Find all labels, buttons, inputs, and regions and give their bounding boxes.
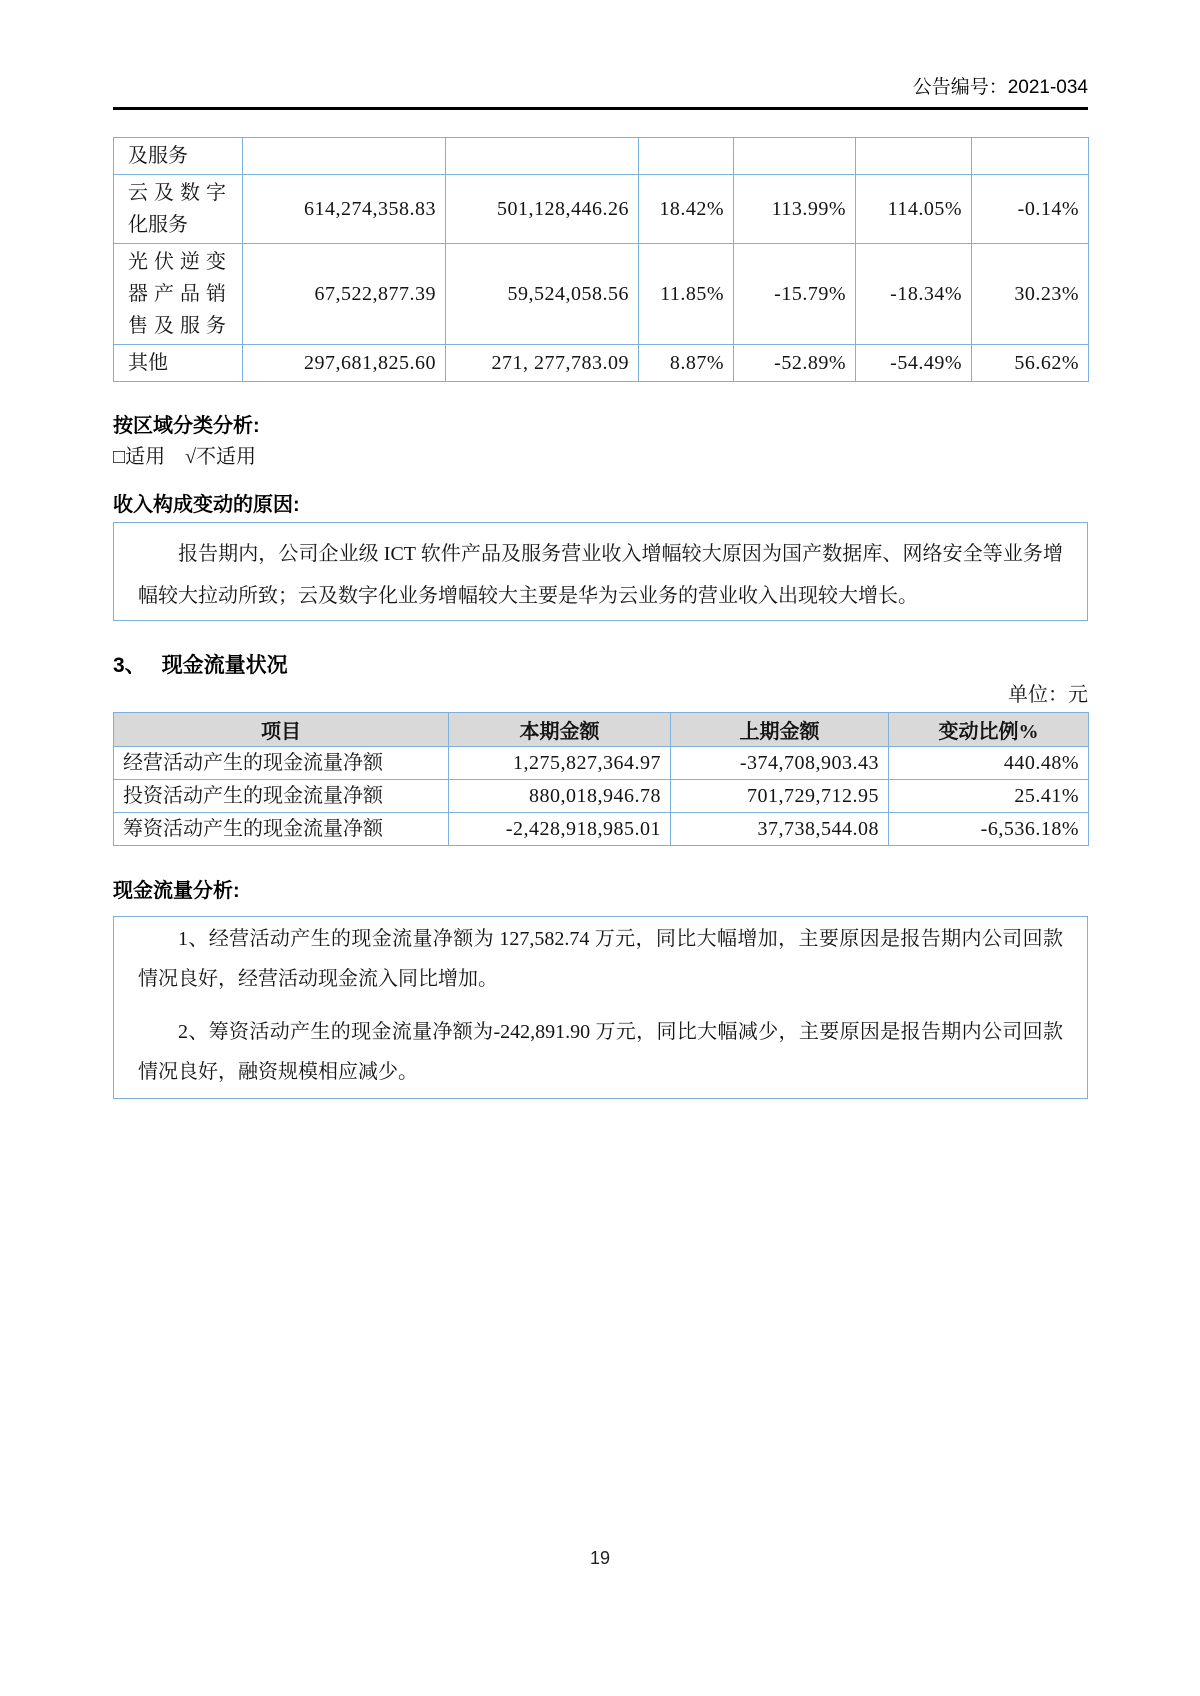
revenue-breakdown-table — [113, 137, 1089, 382]
column-header: 项目 — [114, 713, 449, 747]
table-row — [114, 780, 1089, 813]
revenue-reason-title: 收入构成变动的原因: — [113, 494, 300, 516]
amount-cell: 1,275,827,364.97 — [449, 747, 671, 780]
percent-cell — [639, 138, 734, 175]
percent-cell: 18.42% — [639, 175, 734, 244]
percent-cell: 440.48% — [889, 747, 1089, 780]
amount-cell: 297,681,825.60 — [243, 345, 446, 382]
amount-cell — [446, 138, 639, 175]
percent-cell: -6,536.18% — [889, 813, 1089, 846]
revenue-reason-box — [113, 522, 1088, 621]
percent-cell — [734, 138, 856, 175]
percent-cell: 25.41% — [889, 780, 1089, 813]
percent-cell: -18.34% — [856, 244, 972, 345]
amount-cell: 701,729,712.95 — [671, 780, 889, 813]
header-rule — [113, 107, 1088, 110]
column-header: 本期金额 — [449, 713, 671, 747]
item-cell: 筹资活动产生的现金流量净额 — [114, 813, 449, 846]
analysis-paragraph-1: 1、经营活动产生的现金流量净额为 127,582.74 万元，同比大幅增加，主要原因是报告期内公司回款情况良好，经营活动现金流入同比增加。 — [138, 928, 1063, 990]
table-row — [114, 345, 1089, 382]
amount-cell: 614,274,358.83 — [243, 175, 446, 244]
percent-cell: 8.87% — [639, 345, 734, 382]
table-row — [114, 175, 1089, 244]
percent-cell: -0.14% — [972, 175, 1089, 244]
cashflow-section-title — [113, 652, 1088, 680]
row-label-cell: 云及数字化服务 — [114, 175, 243, 244]
item-cell: 经营活动产生的现金流量净额 — [114, 747, 449, 780]
page-number: 19 — [589, 1548, 611, 1568]
percent-cell — [972, 138, 1089, 175]
table-row — [114, 138, 1089, 175]
table-row — [114, 747, 1089, 780]
table-row — [114, 244, 1089, 345]
page-content — [113, 0, 1088, 1099]
amount-cell: 501,128,446.26 — [446, 175, 639, 244]
item-cell: 投资活动产生的现金流量净额 — [114, 780, 449, 813]
amount-cell: 271, 277,783.09 — [446, 345, 639, 382]
row-label-cell: 光伏逆变器产品销售及服务 — [114, 244, 243, 345]
analysis-paragraph-2: 2、筹资活动产生的现金流量净额为-242,891.90 万元，同比大幅减少，主要原因是报告期内公司回款情况良好，融资规模相应减少。 — [138, 1021, 1063, 1083]
percent-cell: 11.85% — [639, 244, 734, 345]
region-analysis-title: 按区域分类分析: — [113, 415, 260, 437]
table-header-row — [114, 713, 1089, 747]
percent-cell: -54.49% — [856, 345, 972, 382]
section-title-text: 现金流量状况 — [161, 654, 288, 677]
column-header: 变动比例% — [889, 713, 1089, 747]
row-label-cell: 及服务 — [114, 138, 243, 175]
percent-cell: 114.05% — [856, 175, 972, 244]
cashflow-analysis-box — [113, 916, 1088, 1099]
amount-cell: -2,428,918,985.01 — [449, 813, 671, 846]
percent-cell: -52.89% — [734, 345, 856, 382]
unit-label: 单位：元 — [1008, 684, 1088, 706]
percent-cell: -15.79% — [734, 244, 856, 345]
percent-cell — [856, 138, 972, 175]
cashflow-analysis-title: 现金流量分析: — [113, 880, 240, 902]
amount-cell: 59,524,058.56 — [446, 244, 639, 345]
applicable-line: □适用 √不适用 — [113, 446, 257, 468]
amount-cell: 880,018,946.78 — [449, 780, 671, 813]
doc-number: 公告编号：2021-034 — [912, 77, 1088, 98]
percent-cell: 56.62% — [972, 345, 1089, 382]
section-number: 3、 — [113, 654, 146, 677]
column-header: 上期金额 — [671, 713, 889, 747]
percent-cell: 113.99% — [734, 175, 856, 244]
cashflow-table — [113, 712, 1089, 846]
amount-cell: 67,522,877.39 — [243, 244, 446, 345]
revenue-reason-text: 报告期内，公司企业级 ICT 软件产品及服务营业收入增幅较大原因为国产数据库、网络安全等业务增幅较大拉动所致；云及数字化业务增幅较大主要是华为云业务的营业收入出现较大增长。 — [138, 543, 1063, 607]
row-label-cell: 其他 — [114, 345, 243, 382]
amount-cell: -374,708,903.43 — [671, 747, 889, 780]
amount-cell: 37,738,544.08 — [671, 813, 889, 846]
table-row — [114, 813, 1089, 846]
amount-cell — [243, 138, 446, 175]
percent-cell: 30.23% — [972, 244, 1089, 345]
